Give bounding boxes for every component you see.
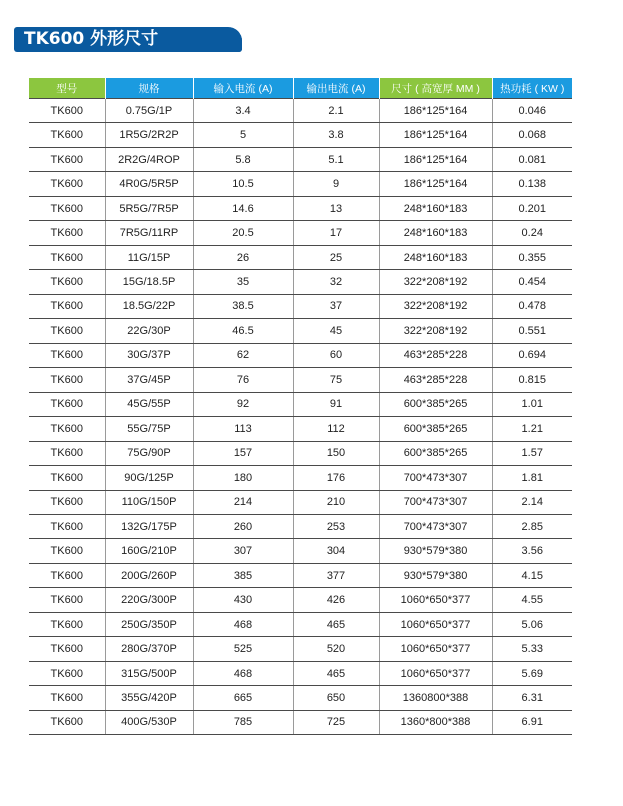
cell-output-current: 9	[293, 172, 379, 196]
cell-output-current: 32	[293, 270, 379, 294]
cell-model: TK600	[29, 563, 105, 587]
cell-heat-loss: 1.57	[492, 441, 572, 465]
table-row	[29, 147, 572, 171]
table-row	[29, 172, 572, 196]
cell-dimensions: 322*208*192	[379, 294, 492, 318]
cell-dimensions: 1060*650*377	[379, 637, 492, 661]
cell-spec: 5R5G/7R5P	[105, 196, 193, 220]
cell-input-current: 46.5	[193, 319, 293, 343]
cell-spec: 0.75G/1P	[105, 99, 193, 123]
table-row	[29, 563, 572, 587]
cell-output-current: 150	[293, 441, 379, 465]
cell-dimensions: 322*208*192	[379, 270, 492, 294]
cell-dimensions: 930*579*380	[379, 539, 492, 563]
cell-output-current: 377	[293, 563, 379, 587]
table-row	[29, 612, 572, 636]
cell-input-current: 214	[193, 490, 293, 514]
cell-output-current: 17	[293, 221, 379, 245]
table-row	[29, 514, 572, 538]
cell-input-current: 468	[193, 661, 293, 685]
cell-model: TK600	[29, 539, 105, 563]
table-row	[29, 661, 572, 685]
cell-model: TK600	[29, 123, 105, 147]
cell-output-current: 5.1	[293, 147, 379, 171]
cell-input-current: 260	[193, 514, 293, 538]
cell-output-current: 210	[293, 490, 379, 514]
cell-heat-loss: 0.355	[492, 245, 572, 269]
cell-spec: 11G/15P	[105, 245, 193, 269]
cell-model: TK600	[29, 392, 105, 416]
cell-heat-loss: 6.31	[492, 686, 572, 710]
cell-output-current: 725	[293, 710, 379, 734]
cell-input-current: 10.5	[193, 172, 293, 196]
cell-model: TK600	[29, 637, 105, 661]
cell-dimensions: 186*125*164	[379, 172, 492, 196]
cell-input-current: 92	[193, 392, 293, 416]
cell-dimensions: 186*125*164	[379, 147, 492, 171]
cell-model: TK600	[29, 270, 105, 294]
header-input-current: 输入电流 (A)	[193, 78, 293, 99]
cell-dimensions: 700*473*307	[379, 514, 492, 538]
cell-model: TK600	[29, 686, 105, 710]
cell-output-current: 45	[293, 319, 379, 343]
cell-model: TK600	[29, 172, 105, 196]
cell-dimensions: 322*208*192	[379, 319, 492, 343]
cell-input-current: 5	[193, 123, 293, 147]
cell-output-current: 650	[293, 686, 379, 710]
cell-dimensions: 700*473*307	[379, 490, 492, 514]
cell-spec: 45G/55P	[105, 392, 193, 416]
cell-output-current: 304	[293, 539, 379, 563]
cell-heat-loss: 5.33	[492, 637, 572, 661]
table-row	[29, 319, 572, 343]
cell-model: TK600	[29, 343, 105, 367]
cell-spec: 250G/350P	[105, 612, 193, 636]
cell-heat-loss: 0.478	[492, 294, 572, 318]
cell-dimensions: 248*160*183	[379, 196, 492, 220]
table-row	[29, 368, 572, 392]
cell-spec: 7R5G/11RP	[105, 221, 193, 245]
cell-input-current: 76	[193, 368, 293, 392]
cell-spec: 400G/530P	[105, 710, 193, 734]
table-row	[29, 637, 572, 661]
cell-input-current: 3.4	[193, 99, 293, 123]
cell-output-current: 253	[293, 514, 379, 538]
cell-spec: 200G/260P	[105, 563, 193, 587]
cell-output-current: 75	[293, 368, 379, 392]
cell-model: TK600	[29, 466, 105, 490]
cell-model: TK600	[29, 294, 105, 318]
cell-heat-loss: 0.081	[492, 147, 572, 171]
cell-output-current: 91	[293, 392, 379, 416]
cell-spec: 220G/300P	[105, 588, 193, 612]
table-row	[29, 490, 572, 514]
cell-input-current: 785	[193, 710, 293, 734]
cell-heat-loss: 6.91	[492, 710, 572, 734]
table-row	[29, 270, 572, 294]
cell-dimensions: 1360*800*388	[379, 710, 492, 734]
cell-output-current: 112	[293, 417, 379, 441]
cell-spec: 4R0G/5R5P	[105, 172, 193, 196]
cell-model: TK600	[29, 245, 105, 269]
cell-model: TK600	[29, 661, 105, 685]
cell-spec: 355G/420P	[105, 686, 193, 710]
cell-input-current: 113	[193, 417, 293, 441]
cell-spec: 110G/150P	[105, 490, 193, 514]
cell-dimensions: 1060*650*377	[379, 661, 492, 685]
cell-output-current: 37	[293, 294, 379, 318]
cell-model: TK600	[29, 490, 105, 514]
header-heat-loss: 热功耗 ( KW )	[492, 78, 572, 99]
cell-input-current: 14.6	[193, 196, 293, 220]
cell-output-current: 520	[293, 637, 379, 661]
cell-spec: 55G/75P	[105, 417, 193, 441]
cell-spec: 30G/37P	[105, 343, 193, 367]
cell-input-current: 157	[193, 441, 293, 465]
cell-heat-loss: 0.138	[492, 172, 572, 196]
cell-model: TK600	[29, 417, 105, 441]
cell-output-current: 3.8	[293, 123, 379, 147]
table-row	[29, 539, 572, 563]
cell-dimensions: 600*385*265	[379, 441, 492, 465]
table-row	[29, 245, 572, 269]
cell-dimensions: 600*385*265	[379, 392, 492, 416]
cell-dimensions: 1060*650*377	[379, 612, 492, 636]
cell-dimensions: 248*160*183	[379, 245, 492, 269]
cell-heat-loss: 0.454	[492, 270, 572, 294]
table-row	[29, 196, 572, 220]
cell-input-current: 38.5	[193, 294, 293, 318]
cell-spec: 18.5G/22P	[105, 294, 193, 318]
table-row	[29, 441, 572, 465]
cell-heat-loss: 3.56	[492, 539, 572, 563]
cell-spec: 90G/125P	[105, 466, 193, 490]
cell-spec: 15G/18.5P	[105, 270, 193, 294]
cell-spec: 280G/370P	[105, 637, 193, 661]
cell-spec: 2R2G/4ROP	[105, 147, 193, 171]
section-title-banner	[14, 27, 242, 52]
cell-dimensions: 186*125*164	[379, 99, 492, 123]
table-body	[29, 99, 572, 735]
cell-model: TK600	[29, 612, 105, 636]
cell-output-current: 25	[293, 245, 379, 269]
cell-dimensions: 600*385*265	[379, 417, 492, 441]
section-title: TK600 外形尺寸	[24, 29, 159, 49]
cell-dimensions: 463*285*228	[379, 368, 492, 392]
cell-input-current: 468	[193, 612, 293, 636]
cell-output-current: 2.1	[293, 99, 379, 123]
header-output-current: 输出电流 (A)	[293, 78, 379, 99]
cell-model: TK600	[29, 196, 105, 220]
cell-output-current: 426	[293, 588, 379, 612]
header-model: 型号	[29, 78, 105, 99]
cell-spec: 37G/45P	[105, 368, 193, 392]
cell-dimensions: 1360800*388	[379, 686, 492, 710]
cell-spec: 75G/90P	[105, 441, 193, 465]
cell-heat-loss: 0.046	[492, 99, 572, 123]
header-dimensions: 尺寸 ( 高宽厚 MM )	[379, 78, 492, 99]
header-spec: 规格	[105, 78, 193, 99]
table-row	[29, 392, 572, 416]
cell-heat-loss: 0.24	[492, 221, 572, 245]
cell-input-current: 62	[193, 343, 293, 367]
table-row	[29, 123, 572, 147]
cell-input-current: 20.5	[193, 221, 293, 245]
table-row	[29, 221, 572, 245]
cell-model: TK600	[29, 319, 105, 343]
cell-heat-loss: 5.06	[492, 612, 572, 636]
cell-model: TK600	[29, 514, 105, 538]
cell-model: TK600	[29, 588, 105, 612]
table-row	[29, 710, 572, 734]
cell-heat-loss: 4.55	[492, 588, 572, 612]
table-row	[29, 686, 572, 710]
cell-model: TK600	[29, 441, 105, 465]
cell-heat-loss: 0.551	[492, 319, 572, 343]
cell-model: TK600	[29, 147, 105, 171]
dimensions-table	[29, 78, 572, 735]
cell-model: TK600	[29, 368, 105, 392]
cell-input-current: 525	[193, 637, 293, 661]
cell-output-current: 176	[293, 466, 379, 490]
cell-input-current: 5.8	[193, 147, 293, 171]
cell-dimensions: 1060*650*377	[379, 588, 492, 612]
cell-input-current: 307	[193, 539, 293, 563]
cell-heat-loss: 0.694	[492, 343, 572, 367]
cell-spec: 22G/30P	[105, 319, 193, 343]
cell-input-current: 26	[193, 245, 293, 269]
cell-heat-loss: 2.14	[492, 490, 572, 514]
table-row	[29, 343, 572, 367]
table-row	[29, 417, 572, 441]
cell-heat-loss: 1.01	[492, 392, 572, 416]
cell-model: TK600	[29, 710, 105, 734]
cell-heat-loss: 0.201	[492, 196, 572, 220]
table-row	[29, 588, 572, 612]
cell-output-current: 465	[293, 612, 379, 636]
cell-spec: 132G/175P	[105, 514, 193, 538]
cell-heat-loss: 2.85	[492, 514, 572, 538]
cell-output-current: 465	[293, 661, 379, 685]
cell-dimensions: 930*579*380	[379, 563, 492, 587]
cell-spec: 160G/210P	[105, 539, 193, 563]
cell-dimensions: 248*160*183	[379, 221, 492, 245]
cell-heat-loss: 1.81	[492, 466, 572, 490]
cell-heat-loss: 0.068	[492, 123, 572, 147]
cell-dimensions: 463*285*228	[379, 343, 492, 367]
table-row	[29, 294, 572, 318]
cell-heat-loss: 1.21	[492, 417, 572, 441]
cell-model: TK600	[29, 99, 105, 123]
cell-input-current: 35	[193, 270, 293, 294]
table-row	[29, 99, 572, 123]
cell-output-current: 13	[293, 196, 379, 220]
cell-input-current: 430	[193, 588, 293, 612]
cell-input-current: 385	[193, 563, 293, 587]
cell-heat-loss: 4.15	[492, 563, 572, 587]
cell-heat-loss: 0.815	[492, 368, 572, 392]
cell-input-current: 180	[193, 466, 293, 490]
table-header-row	[29, 78, 572, 99]
cell-spec: 1R5G/2R2P	[105, 123, 193, 147]
cell-heat-loss: 5.69	[492, 661, 572, 685]
cell-model: TK600	[29, 221, 105, 245]
cell-dimensions: 186*125*164	[379, 123, 492, 147]
cell-dimensions: 700*473*307	[379, 466, 492, 490]
cell-input-current: 665	[193, 686, 293, 710]
cell-output-current: 60	[293, 343, 379, 367]
cell-spec: 315G/500P	[105, 661, 193, 685]
table-row	[29, 466, 572, 490]
